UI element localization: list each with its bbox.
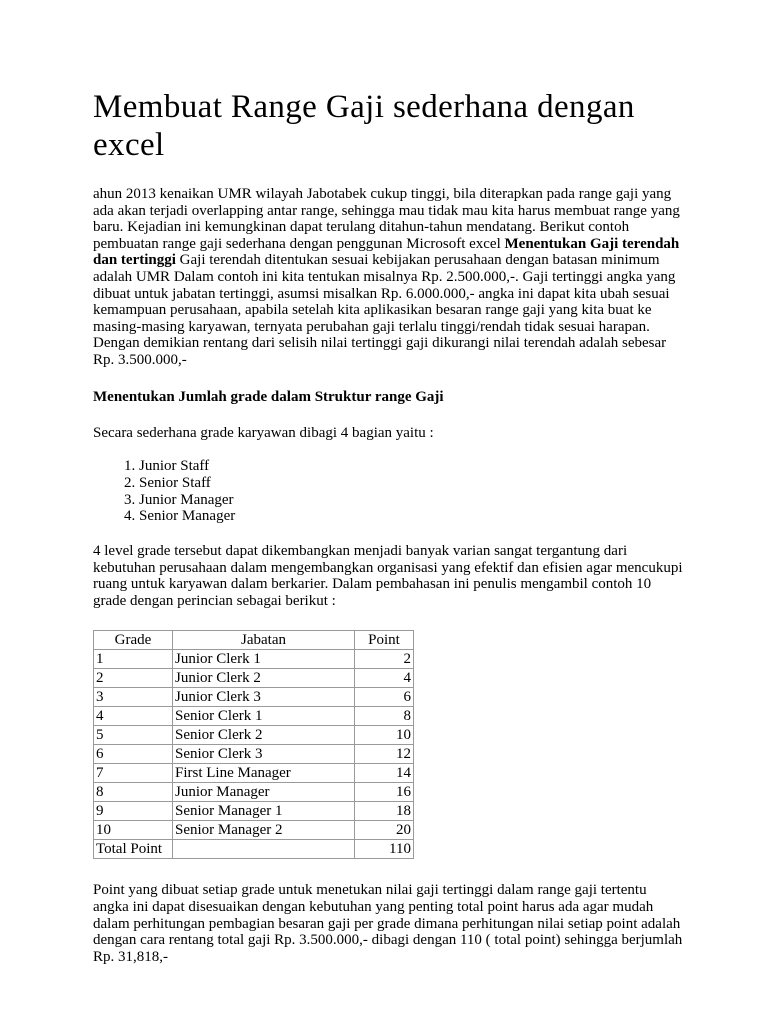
cell-jabatan: Senior Clerk 3	[173, 745, 355, 764]
cell-jabatan: Junior Manager	[173, 783, 355, 802]
cell-grade: 8	[94, 783, 173, 802]
cell-point: 18	[355, 802, 414, 821]
table-row	[94, 650, 414, 669]
cell-point: 4	[355, 669, 414, 688]
header-point: Point	[355, 631, 414, 650]
table-row	[94, 688, 414, 707]
cell-point: 12	[355, 745, 414, 764]
table-row	[94, 745, 414, 764]
cell-point: 20	[355, 821, 414, 840]
cell-jabatan: Senior Manager 1	[173, 802, 355, 821]
grade-table	[93, 630, 414, 859]
total-label: Total Point	[94, 840, 173, 859]
page-title: Membuat Range Gaji sederhana dengan excel	[93, 89, 635, 163]
grade-list	[93, 458, 685, 525]
cell-grade: 2	[94, 669, 173, 688]
cell-point: 16	[355, 783, 414, 802]
header-jabatan: Jabatan	[173, 631, 355, 650]
table-row	[94, 669, 414, 688]
total-empty-cell	[173, 840, 355, 859]
cell-jabatan: First Line Manager	[173, 764, 355, 783]
intro-bold-heading: Menentukan Gaji terendah dan tertinggi	[93, 235, 680, 269]
table-row	[94, 821, 414, 840]
cell-grade: 6	[94, 745, 173, 764]
cell-point: 6	[355, 688, 414, 707]
section-heading: Menentukan Jumlah grade dalam Struktur range Gaji	[93, 388, 444, 405]
cell-grade: 7	[94, 764, 173, 783]
cell-grade: 10	[94, 821, 173, 840]
cell-jabatan: Junior Clerk 3	[173, 688, 355, 707]
cell-point: 8	[355, 707, 414, 726]
closing-paragraph: Point yang dibuat setiap grade untuk menetukan nilai gaji tertinggi dalam range gaji tertentu angka ini dapat disesuaikan dengan kebutuhan yang penting total point harus ada agar mudah dalam perhitungan pembagian besaran gaji per grade dimana perhitungan nilai setiap point adalah dengan cara rentang total gaji Rp. 3.500.000,- dibagi dengan 110 ( total point) sehingga berjumlah Rp. 31,818,-	[93, 882, 683, 965]
document-page	[93, 88, 685, 965]
table-header-row	[94, 631, 414, 650]
grade-intro-paragraph: Secara sederhana grade karyawan dibagi 4 bagian yaitu :	[93, 424, 434, 441]
cell-grade: 3	[94, 688, 173, 707]
cell-jabatan: Junior Clerk 1	[173, 650, 355, 669]
cell-grade: 5	[94, 726, 173, 745]
header-grade: Grade	[94, 631, 173, 650]
cell-point: 10	[355, 726, 414, 745]
table-row	[94, 764, 414, 783]
cell-jabatan: Senior Clerk 2	[173, 726, 355, 745]
cell-point: 14	[355, 764, 414, 783]
grade-list-item: 4. Senior Manager	[139, 508, 685, 525]
intro-text-1: ahun 2013 kenaikan UMR wilayah Jabotabek cukup tinggi, bila diterapkan pada range gaji yang ada akan terjadi overlapping antar range, sehingga mau tidak mau kita harus membuat range yang baru. Kejadian ini kemungkinan dapat terulang ditahun-tahun mendatang. Berikut contoh pembuatan range gaji sederhana dengan penggunan Microsoft excel	[93, 186, 680, 252]
cell-jabatan: Junior Clerk 2	[173, 669, 355, 688]
table-row	[94, 783, 414, 802]
total-value: 110	[355, 840, 414, 859]
cell-grade: 4	[94, 707, 173, 726]
table-row	[94, 707, 414, 726]
grade-list-item: 1. Junior Staff	[139, 458, 685, 475]
grade-list-item: 2. Senior Staff	[139, 475, 685, 492]
levels-paragraph: 4 level grade tersebut dapat dikembangkan menjadi banyak varian sangat tergantung dari kebutuhan perusahaan dalam mengembangkan organisasi yang efektif dan efisien agar mencukupi ruang untuk karyawan dalam berkarier. Dalam pembahasan ini penulis mengambil contoh 10 grade dengan perincian sebagai berikut :	[93, 542, 683, 609]
table-row	[94, 726, 414, 745]
cell-point: 2	[355, 650, 414, 669]
cell-jabatan: Senior Manager 2	[173, 821, 355, 840]
table-total-row	[94, 840, 414, 859]
cell-grade: 1	[94, 650, 173, 669]
intro-paragraph	[93, 186, 685, 369]
cell-grade: 9	[94, 802, 173, 821]
grade-list-item: 3. Junior Manager	[139, 492, 685, 509]
table-row	[94, 802, 414, 821]
cell-jabatan: Senior Clerk 1	[173, 707, 355, 726]
intro-text-2: Gaji terendah ditentukan sesuai kebijakan perusahaan dengan batasan minimum adalah UMR Dalam contoh ini kita tentukan misalnya Rp. 2.500.000,-. Gaji tertinggi angka yang dibuat untuk jabatan tertinggi, asumsi misalkan Rp. 6.000.000,- angka ini dapat kita ubah sesuai kemampuan perusahaan, apabila setelah kita aplikasikan besaran range gaji yang kita buat ke masing-masing karyawan, ternyata perubahan gaji terlalu tinggi/rendah tidak sesuai harapan. Dengan demikian rentang dari selisih nilai tertinggi gaji dikurangi nilai terendah adalah sebesar Rp. 3.500.000,-	[93, 252, 676, 368]
